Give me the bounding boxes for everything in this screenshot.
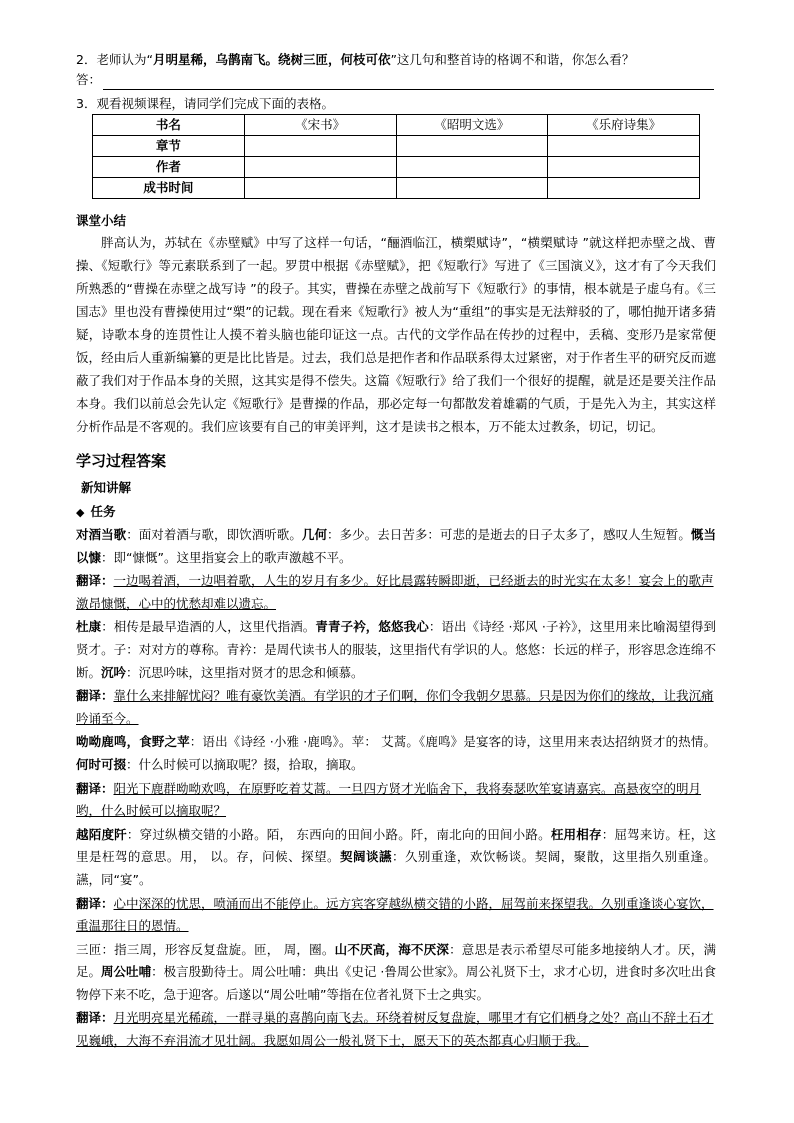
glossary-text: ：极言殷勤待士。周公吐哺：典出《史记 ·鲁周公世家》。周公礼贤下士，求才心切，进食时多次吐出食物停下来不吃，急于迎客。后遂以“周公吐哺”等指在位者礼贤下士之典实。: [76, 964, 716, 1002]
translation-label: 翻译：: [76, 688, 114, 704]
glossary-term: 契阔谈讌: [340, 849, 392, 865]
row-label: 成书时间: [93, 178, 245, 199]
q2-quote: 月明星稀，乌鹊南飞。绕树三匝，何枝可依: [152, 52, 391, 67]
glossary-term: 慨当以慷: [76, 527, 716, 565]
answers-subtitle: 新知讲解: [81, 480, 132, 495]
table-cell[interactable]: [244, 157, 396, 178]
q2-answer-line[interactable]: [103, 75, 714, 90]
q2-prefix: 2．老师认为“: [76, 52, 153, 67]
translation: [76, 685, 716, 730]
translation: [76, 893, 716, 938]
glossary-term: 越陌度阡: [76, 826, 127, 842]
translation-text: 月光明亮星光稀疏，一群寻巢的喜鹊向南飞去。环绕着树反复盘旋，哪里才有它们栖身之处？高山不辞土石才见巍峨，大海不弃涓流才见壮阔。我愿如周公一般礼贤下士，愿天下的英杰都真心归顺于我。: [76, 1010, 714, 1049]
glossary-text: ：多少。去日苦多：可悲的是逝去的日子太多了，感叹人生短暂。: [327, 527, 691, 542]
glossary-entry: [76, 524, 716, 569]
glossary-entry: [76, 824, 716, 892]
row-label: 作者: [93, 157, 245, 178]
glossary-text: ：面对着酒与歌，即饮酒听歌。: [126, 527, 302, 542]
glossary-text: ：穿过纵横交错的小路。陌， 东西向的田间小路。阡，南北向的田间小路。: [126, 826, 551, 842]
table-header-cell: 书名: [93, 115, 245, 136]
translation-text: 一边喝着酒，一边唱着歌，人生的岁月有多少。好比晨露转瞬即逝，已经逝去的时光实在太多！宴会上的歌声激昂慷慨，心中的忧愁却难以遗忘。: [76, 573, 714, 611]
question-2: [76, 50, 716, 70]
book-table: [92, 114, 700, 199]
glossary-text: ：沉思吟味，这里指对贤才的思念和倾慕。: [126, 664, 364, 680]
translation: [76, 778, 716, 823]
glossary-text: 三匝：指三周，形容反复盘旋。匝， 周，圈。: [76, 941, 335, 957]
answers-title: 学习过程答案: [76, 452, 167, 470]
glossary-text: ：即“慷慨”。这里指宴会上的歌声激越不平。: [101, 549, 352, 565]
table-cell[interactable]: [548, 178, 700, 199]
translation-text: 靠什么来排解忧闷？唯有豪饮美酒。有学识的才子们啊，你们令我朝夕思慕。只是因为你们的缘故，让我沉痛吟诵至今。: [76, 688, 714, 726]
glossary-entry: [76, 939, 716, 1007]
translation-label: 翻译：: [76, 895, 114, 911]
glossary-text: ：语出《诗经 ·郑风 ·子衿》，这里用来比喻渴望得到贤才。子：对对方的尊称。青衿：是周代读书人的服装，这里指代有学识的人。悠悠：长远的样子，形容思念连绵不断。: [76, 619, 716, 680]
document-page: [76, 46, 716, 1053]
question-3: 3．观看视频课程，请同学们完成下面的表格。: [76, 96, 334, 111]
glossary-text: ：什么时候可以摘取呢？掇，拾取，摘取。: [126, 756, 364, 772]
table-cell[interactable]: [548, 136, 700, 157]
glossary-text: ：屈驾来访。枉，这里是枉驾的意思。用， 以。存，问候、探望。: [76, 826, 716, 865]
q2-suffix: ”这几句和整首诗的格调不和谐，你怎么看？: [390, 52, 635, 67]
summary-paragraph: 胖高认为，苏轼在《赤壁赋》中写了这样一句话，“酾酒临江，横槊赋诗”，“横槊赋诗 ”就这样把赤壁之战、曹操、《短歌行》等元素联系到了一起。罗贯中根据《赤壁赋》，把《短歌行》写进了《三国演义》，这才有了今天我们所熟悉的“曹操在赤壁之战写诗 ”的段子。其实，曹操在赤壁之战前写下《短歌行》的事情，根本就是子虚乌有。《三国志》里也没有曹操使用过“槊”的记载。现在看来《短歌行》被人为“重组”的事实是无法辩驳的了，哪怕抛开诸多猜疑，诗歌本身的连贯性让人摸不着头脑也能印证这一点。古代的文学作品在传抄的过程中，丢稿、变形乃是家常便饭，经由后人重新编纂的更是比比皆是。过去，我们总是把作者和作品联系得太过紧密，对于作者生平的研究反而遮蔽了我们对于作品本身的关照，这其实是得不偿失。这篇《短歌行》给了我们一个很好的提醒，就是还是要关注作品本身。我们以前总会先认定《短歌行》是曹操的作品，那必定每一句都散发着雄霸的气质，于是先入为主，其实这样分析作品是不客观的。我们应该要有自己的审美评判，这才是读书之根本，万不能太过教条，切记，切记。: [76, 235, 716, 434]
q2-answer-label: 答：: [76, 72, 102, 87]
task-heading: [76, 502, 716, 523]
translation: [76, 570, 716, 615]
glossary-entry: [76, 616, 716, 684]
glossary-term: 周公吐哺: [101, 964, 152, 980]
table-row: [93, 157, 700, 178]
glossary-term: 几何: [301, 527, 327, 542]
table-row: [93, 178, 700, 199]
glossary-text: ：相传是最早造酒的人，这里代指酒。: [101, 619, 316, 635]
glossary-term: 沉吟: [101, 664, 127, 680]
glossary-term: 呦呦鹿鸣，食野之苹: [76, 734, 190, 750]
table-header-row: [93, 115, 700, 136]
task-label: 任务: [90, 504, 116, 519]
translation-text: 心中深深的忧思，喷涌而出不能停止。远方宾客穿越纵横交错的小路，屈驾前来探望我。久别重逢谈心宴饮，重温那往日的恩情。: [76, 895, 714, 934]
glossary-text: ：久别重逢，欢饮畅谈。契阔，聚散，这里指久别重逢。讌，同“宴”。: [76, 849, 716, 887]
glossary-term: 杜康: [76, 619, 102, 635]
table-header-cell: 《宋书》: [244, 115, 396, 136]
row-label: 章节: [93, 136, 245, 157]
glossary-term: 枉用相存: [550, 826, 602, 842]
summary-title: 课堂小结: [76, 213, 127, 228]
glossary-term: 青青子衿，悠悠我心: [315, 619, 429, 635]
glossary-entry: [76, 731, 716, 776]
table-header-cell: 《乐府诗集》: [548, 115, 700, 136]
glossary-term: 山不厌高，海不厌深: [334, 941, 450, 957]
answer-items: [76, 524, 716, 1053]
glossary-term: 对酒当歌: [76, 527, 127, 542]
diamond-bullet-icon: ◆: [76, 506, 85, 519]
table-cell[interactable]: [548, 157, 700, 178]
glossary-text: ：意思是表示希望尽可能多地接纳人才。厌，满足。: [76, 941, 716, 980]
table-cell[interactable]: [244, 178, 396, 199]
translation-text: 阳光下鹿群呦呦欢鸣，在原野吃着艾蒿。一旦四方贤才光临舍下，我将奏瑟吹笙宴请嘉宾。高悬夜空的明月哟，什么时候可以摘取呢？: [76, 780, 702, 819]
table-cell[interactable]: [396, 178, 548, 199]
table-row: [93, 136, 700, 157]
translation: [76, 1007, 716, 1052]
table-cell[interactable]: [244, 136, 396, 157]
table-header-cell: 《昭明文选》: [396, 115, 548, 136]
glossary-term: 何时可掇: [76, 756, 127, 772]
table-cell[interactable]: [396, 136, 548, 157]
q2-answer-row: [76, 70, 716, 90]
table-cell[interactable]: [396, 157, 548, 178]
translation-label: 翻译：: [76, 780, 114, 796]
translation-label: 翻译：: [76, 573, 114, 589]
glossary-text: ：语出《诗经 ·小雅 ·鹿鸣》。苹： 艾蒿。《鹿鸣》是宴客的诗，这里用来表达招纳贤才的热情。: [189, 734, 716, 750]
translation-label: 翻译：: [76, 1010, 114, 1026]
